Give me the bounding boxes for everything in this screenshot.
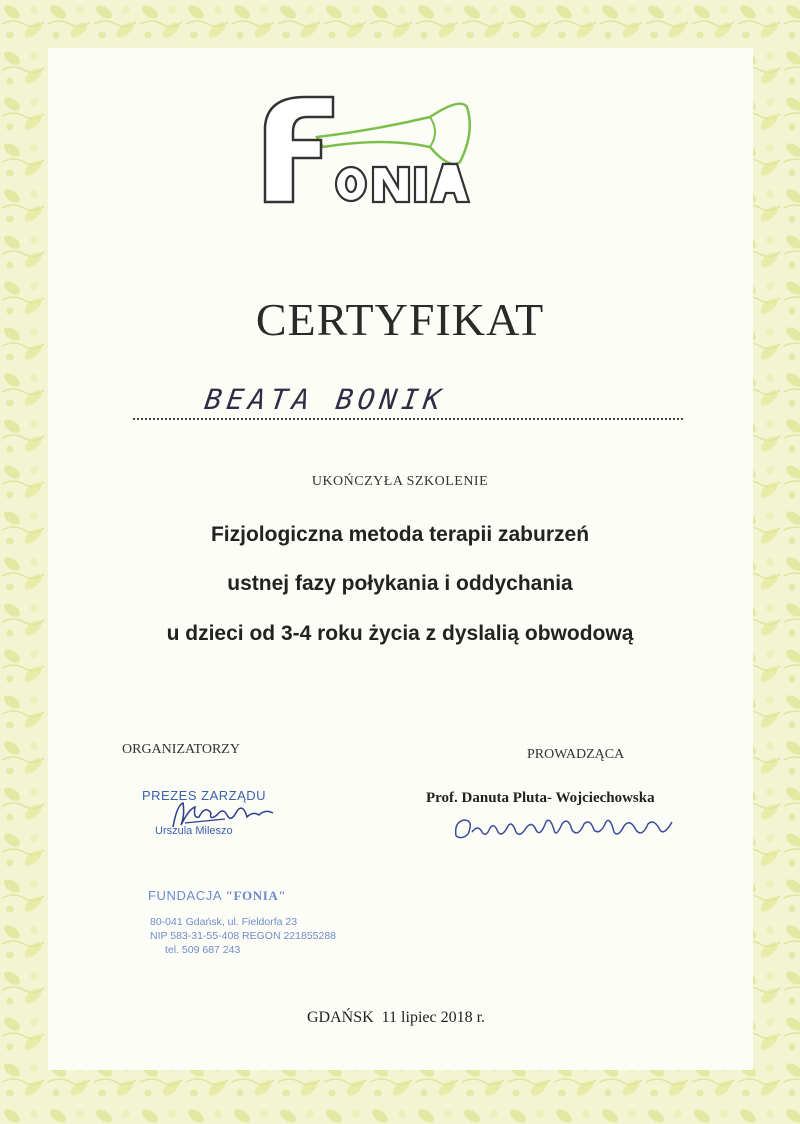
instructor-label: PROWADZĄCA	[527, 747, 625, 762]
foundation-stamp-address: 80-041 Gdańsk, ul. Fieldorfa 23	[150, 916, 298, 928]
foundation-stamp-title: FUNDACJA "FONIA"	[148, 888, 287, 903]
foundation-stamp-phone: tel. 509 687 243	[165, 944, 241, 956]
recipient-name: BEATA BONIK	[202, 383, 448, 416]
instructor-signature	[450, 808, 680, 848]
place: GDAŃSK	[306, 1009, 374, 1026]
course-title-line-3: u dzieci od 3-4 roku życia z dyslalią obwodową	[166, 622, 634, 645]
completed-training-label: UKOŃCZYŁA SZKOLENIE	[311, 474, 489, 489]
organizers-label: ORGANIZATORZY	[122, 742, 240, 757]
name-dotted-line	[133, 418, 683, 420]
certificate-title: CERTYFIKAT	[255, 294, 545, 345]
president-stamp-title: PREZES ZARZĄDU	[142, 788, 267, 803]
course-title-line-2: ustnej fazy połykania i oddychania	[227, 572, 573, 595]
course-title-line-1: Fizjologiczna metoda terapii zaburzeń	[210, 523, 590, 546]
fonia-logo	[255, 92, 480, 212]
instructor-name: Prof. Danuta Pluta- Wojciechowska	[426, 790, 655, 806]
place-and-date	[0, 1009, 800, 1027]
president-stamp-name: Urszula Mileszo	[155, 825, 233, 837]
date: 11 lipiec 2018 r.	[381, 1009, 486, 1026]
foundation-stamp-ids: NIP 583-31-55-408 REGON 221855288	[150, 930, 337, 942]
